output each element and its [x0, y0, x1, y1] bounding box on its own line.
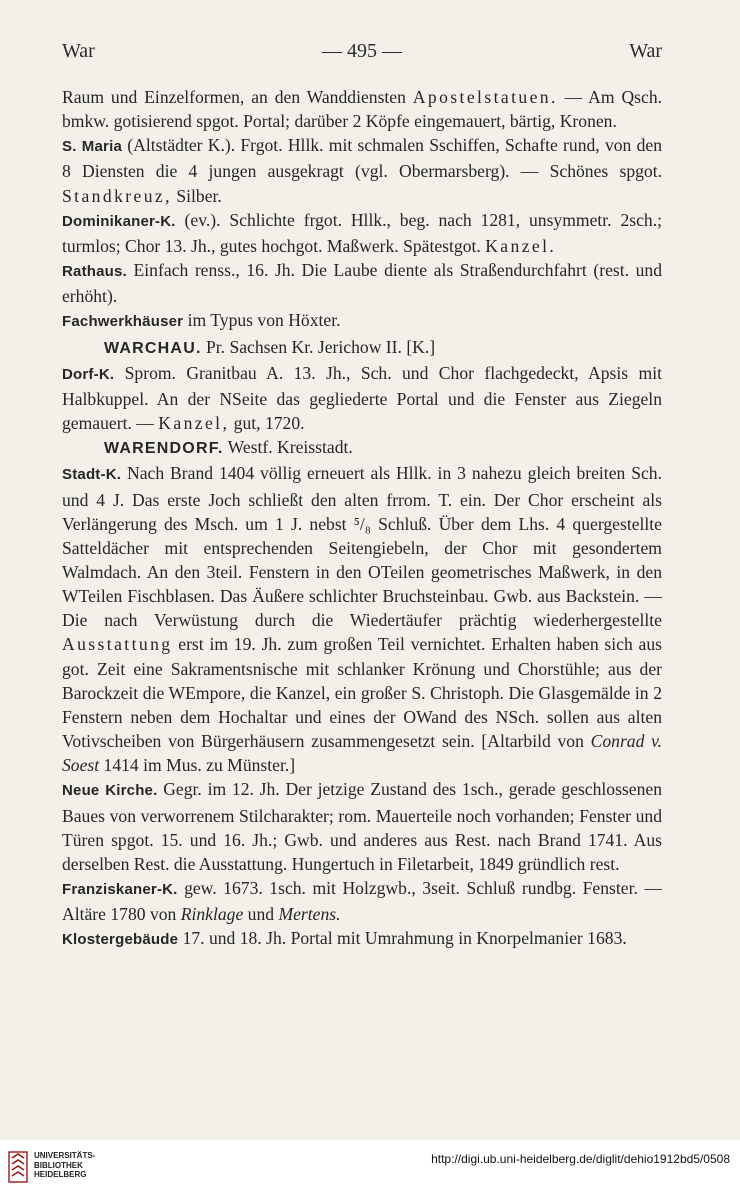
entry-dominikaner-k: Dominikaner-K. (ev.). Schlichte frgot. Hllk., beg. nach 1281, unsymmetr. 2sch.; turmlos; Chor 13. Jh., gutes hochgot. Maßwerk. Spätestgot. Kanzel. — [62, 209, 662, 256]
source-url[interactable]: http://digi.ub.uni-heidelberg.de/diglit/dehio1912bd5/0508 — [431, 1152, 730, 1166]
entry-klostergebaeude: Klostergebäude 17. und 18. Jh. Portal mit Umrahmung in Knorpelmanier 1683. — [62, 928, 627, 949]
footer-bar — [0, 1140, 740, 1192]
entry-neue-kirche: Neue Kirche. Gegr. im 12. Jh. Der jetzige Zustand des 1sch., gerade geschlossenen Baues von verworrenem Stilcharakter; rom. Mauerteile noch vorhanden; Fenster und Türen spgot. 15. und 16. Jh.; Gwb. und anderes aus Rest. nach Brand 1741. Aus derselben Rest. die Ausstattung. Hungertuch in Filetarbeit, 1849 gründlich rest. — [62, 779, 662, 874]
page-number: — 495 — — [322, 40, 402, 62]
body-text — [62, 85, 662, 952]
header-left: War — [62, 40, 95, 62]
entry-heading: Dorf-K. — [62, 365, 115, 383]
entry-heading: Neue Kirche. — [62, 782, 158, 800]
entry-dorf-k: Dorf-K. Sprom. Granitbau A. 13. Jh., Sch. und Chor flachgedeckt, Apsis mit Halbkuppel. An der NSeite das gegliederte Portal und die Fenster aus Ziegeln gemauert. — Kanzel, gut, 1720. — [62, 362, 662, 434]
entry-heading: Rathaus. — [62, 263, 127, 281]
entry-heading: Franziskaner-K. — [62, 881, 178, 898]
entry-franziskaner-k: Franziskaner-K. gew. 1673. 1sch. mit Holzgwb., 3seit. Schluß rundbg. Fenster. — Altäre 1780 von Rinklage und Mertens. — [62, 878, 662, 925]
town-warendorf: WARENDORF. Westf. Kreisstadt. — [62, 435, 662, 461]
library-logo-icon — [8, 1148, 28, 1184]
running-header — [62, 40, 662, 66]
entry-fachwerkhaeuser: Fachwerkhäuser im Typus von Höxter. — [62, 310, 341, 331]
entry-rathaus: Rathaus. Einfach renss., 16. Jh. Die Laube diente als Straßendurchfahrt (rest. und erhöht). — [62, 260, 662, 307]
entry-heading: Fachwerkhäuser — [62, 313, 184, 331]
entry-s-maria: S. Maria (Altstädter K.). Frgot. Hllk. mit schmalen Sschiffen, Schafte rund, von den 8 Diensten die 4 jungen ausgekragt (vgl. Obermarsberg). — Schönes spgot. Standkreuz, Silber. — [62, 135, 663, 206]
town-heading: WARENDORF. — [104, 440, 224, 458]
entry-heading: Klostergebäude — [62, 931, 179, 949]
entry-heading: Stadt-K. — [62, 466, 122, 484]
header-right: War — [629, 40, 662, 62]
entry-heading: S. Maria — [62, 138, 122, 156]
paragraph-apostelstatuen: Raum und Einzelformen, an den Wanddiensten Apostelstatuen. — Am Qsch. bmkw. gotisierend spgot. Portal; darüber 2 Köpfe eingemauert, bärtig, Kronen. — [62, 87, 663, 132]
town-heading: WARCHAU. — [104, 339, 202, 357]
entry-stadt-k: Stadt-K. Nach Brand 1404 völlig erneuert als Hllk. in 3 nahezu gleich breiten Sch. und 4 J. Das erste Joch schließt den alten frrom. T. ein. Der Chor erscheint als Verlängerung des Msch. um 1 J. nebst ⁵/₈ Schluß. Über dem Lhs. 4 quergestellte Satteldächer mit entsprechenden Seitengiebeln, der Chor mit gesondertem Walmdach. An den 3teil. Fenstern in den OTeilen geometrisches Maßwerk, in den WTeilen Fischblasen. Das Äußere schlichter Bruchsteinbau. Gwb. aus Backstein. — Die nach Verwüstung durch die Wiedertäufer prächtig wiederhergestellte Ausstattung erst im 19. Jh. zum großen Teil vernichtet. Erhalten haben sich aus got. Zeit eine Sakramentsnische mit schlanker Krönung und Chorstühle; aus der Barockzeit die WEmpore, die Kanzel, ein großer S. Christoph. Die Glasgemälde in 2 Fenstern neben dem Hochaltar und eines der OWand des NSch. sollen aus alten Votivscheiben von Bürgerhäusern zusammengesetzt sein. [Altarbild von Conrad v. Soest 1414 im Mus. zu Münster.] — [62, 463, 662, 776]
library-logo-text: UNIVERSITÄTS- BIBLIOTHEK HEIDELBERG — [34, 1151, 96, 1179]
town-warchau: WARCHAU. Pr. Sachsen Kr. Jerichow II. [K.] — [62, 335, 662, 361]
entry-heading: Dominikaner-K. — [62, 212, 176, 230]
